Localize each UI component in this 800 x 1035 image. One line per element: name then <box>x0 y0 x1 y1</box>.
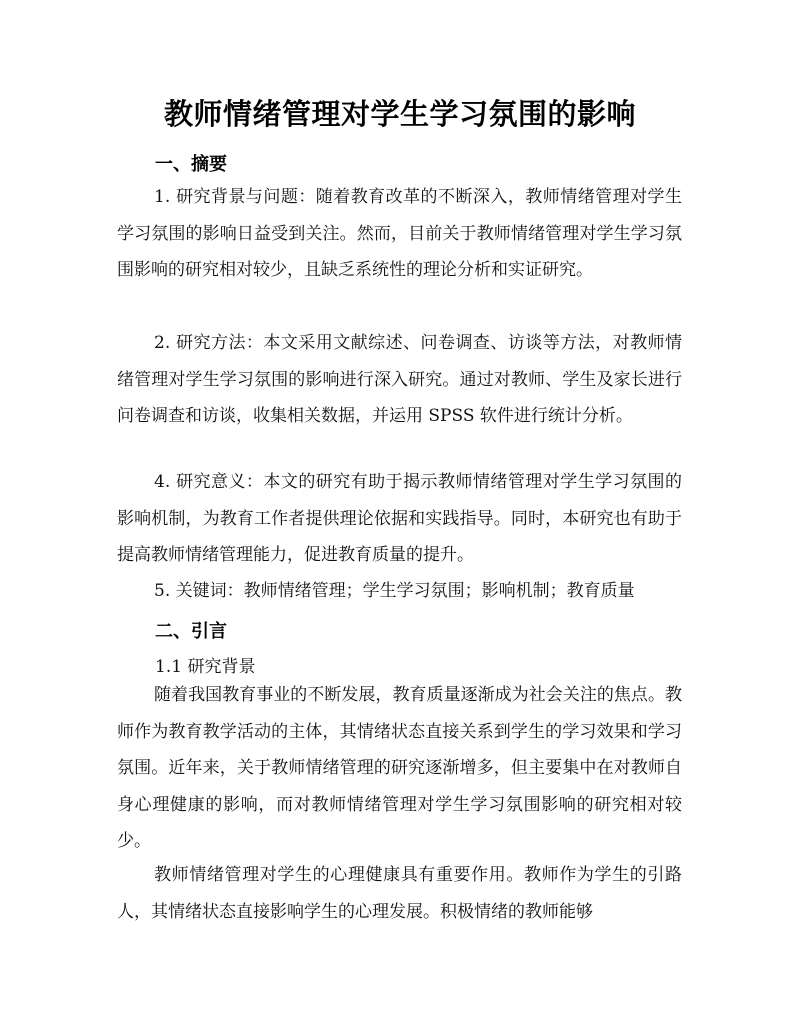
intro-paragraph-1: 随着我国教育事业的不断发展，教育质量逐渐成为社会关注的焦点。教师作为教育教学活动的主体，其情绪状态直接关系到学生的学习效果和学习氛围。近年来，关于教师情绪管理的研究逐渐增多，但主要集中在对教师自身心理健康的影响，而对教师情绪管理对学生学习氛围影响的研究相对较少。 <box>117 685 682 852</box>
abstract-item-method: 2. 研究方法：本文采用文献综述、问卷调查、访谈等方法，对教师情绪管理对学生学习氛围的影响进行深入研究。通过对教师、学生及家长进行问卷调查和访谈，收集相关数据，并运用 SPSS 软件进行统计分析。 <box>117 333 682 427</box>
abstract-item-keywords: 5. 关键词：教师情绪管理；学生学习氛围；影响机制；教育质量 <box>154 581 635 601</box>
subsection-heading-background: 1.1 研究背景 <box>155 657 256 677</box>
intro-paragraph-2: 教师情绪管理对学生的心理健康具有重要作用。教师作为学生的引路人，其情绪状态直接影响学生的心理发展。积极情绪的教师能够 <box>117 865 682 922</box>
section-heading-introduction: 二、引言 <box>155 621 227 642</box>
abstract-item-background: 1. 研究背景与问题：随着教育改革的不断深入，教师情绪管理对学生学习氛围的影响日益受到关注。然而，目前关于教师情绪管理对学生学习氛围影响的研究相对较少，且缺乏系统性的理论分析和实证研究。 <box>117 187 682 281</box>
abstract-item-significance: 4. 研究意义：本文的研究有助于揭示教师情绪管理对学生学习氛围的影响机制，为教育工作者提供理论依据和实践指导。同时，本研究也有助于提高教师情绪管理能力，促进教育质量的提升。 <box>117 472 682 566</box>
section-heading-abstract: 一、摘要 <box>155 154 227 175</box>
document-title: 教师情绪管理对学生学习氛围的影响 <box>163 97 636 131</box>
